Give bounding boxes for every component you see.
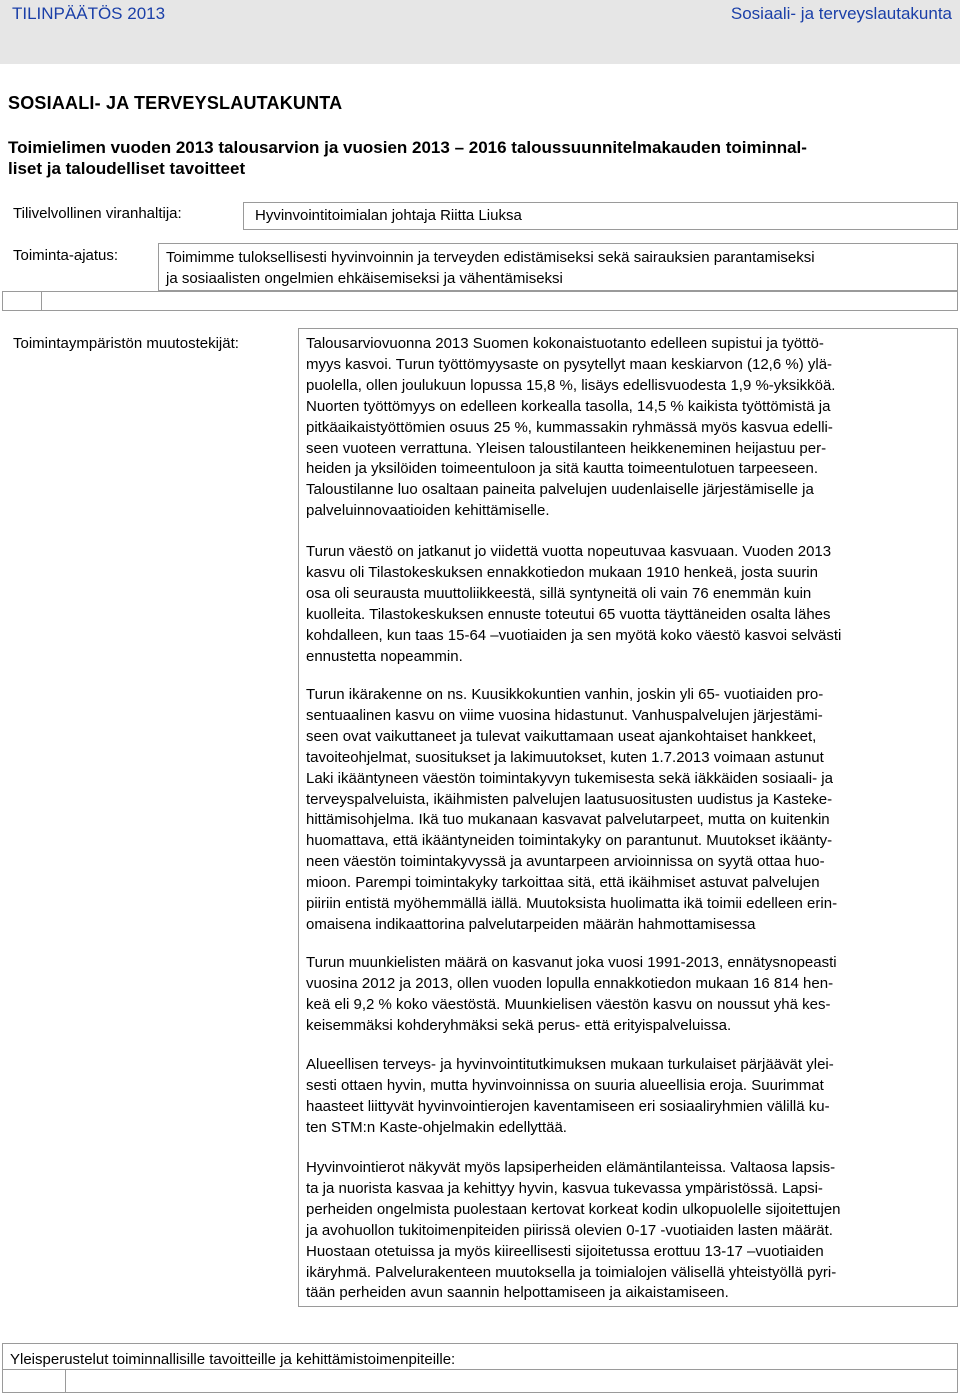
- text-line: osa oli seurausta muuttoliikkeestä, sillä syntyneitä oli vain 76 enemmän kuin: [306, 584, 812, 602]
- text-line: neen väestön toimintakyvyssä ja avuntarpeen arvioinnissa on syytä ottaa huo-: [306, 853, 825, 871]
- environment-label: Toimintaympäristön muutostekijät:: [13, 335, 239, 352]
- committee-name: Sosiaali- ja terveyslautakunta: [730, 4, 952, 23]
- text-line: tavoiteohjelmat, suositukset ja lakimuutokset, kuten 1.7.2013 voimaan astunut: [306, 748, 824, 766]
- footer-empty-cell-2: [65, 1369, 958, 1393]
- subtitle: [8, 137, 943, 179]
- text-line: ja avohuollon tukitoimenpiteiden piirissä olevien 0-17 -vuotiaiden lasten määrät.: [306, 1221, 833, 1239]
- environment-paragraph: [306, 953, 837, 1037]
- text-line: huomattava, että ikääntyneiden toimintakyky on parantunut. Muutokset ikäänty-: [306, 832, 833, 850]
- text-line: vuosina 2012 ja 2013, ollen vuoden lopulla ennakkotiedon mukaan 16 814 hen-: [306, 974, 834, 992]
- text-line: keä eli 9,2 % koko väestöstä. Muunkielisen väestön kasvu on noussut yhä kes-: [306, 995, 831, 1013]
- footer-empty-cell-1: [2, 1369, 66, 1393]
- text-line: puolella, ollen joulukuun lopussa 15,8 %, lisäys edellisvuodesta 1,9 %-yksikköä.: [306, 376, 836, 394]
- text-line: tään perheiden avun saannin helpottamiseen ja aikaistamiseen.: [306, 1284, 729, 1302]
- text-line: perheiden ongelmista puolestaan kertovat korkeat kodin ulkopuolelle sijoitettujen: [306, 1200, 841, 1218]
- text-line: Turun väestö on jatkanut jo viidettä vuotta nopeutuvaa kasvuaan. Vuoden 2013: [306, 543, 832, 560]
- environment-paragraph: [306, 542, 841, 667]
- text-line: Talousarviovuonna 2013 Suomen kokonaistuotanto edelleen supistui ja työttö-: [306, 335, 824, 352]
- text-line: kasvu oli Tilastokeskuksen ennakkotiedon mukaan 1910 henkeä, josta suurin: [306, 563, 818, 581]
- text-line: heiden ja yksilöiden toimeentuloon ja sitä kautta toimeentulotuen tarpeeseen.: [306, 460, 819, 478]
- text-line: Taloustilanne luo osaltaan paineita palvelujen uudenlaiselle järjestämiselle ja: [306, 481, 814, 499]
- empty-cell-2: [41, 291, 958, 311]
- responsible-label: Tilivelvollinen viranhaltija:: [13, 205, 182, 222]
- text-line: Turun ikärakenne on ns. Kuusikkokuntien vanhin, joskin yli 65- vuotiaiden pro-: [306, 686, 824, 703]
- page-header: [0, 0, 960, 64]
- environment-paragraph: [306, 1158, 841, 1304]
- text-line: seen vuoteen verrattuna. Yleisen taloustilanteen heikkeneminen heijastuu per-: [306, 439, 827, 457]
- text-line: myys kasvoi. Turun työttömyysaste on pysytellyt maan keskiarvon (12,6 %) ylä-: [306, 355, 833, 373]
- text-line: ta ja nuorista kasvaa ja kehittyy hyvin, kasvua tukevassa ympäristössä. Lapsi-: [306, 1179, 823, 1197]
- text-line: piiriin entistä myöhemmällä iällä. Muutoksista huolimatta ikä toimii edelleen erin-: [306, 895, 838, 913]
- mission-line-2: ja sosiaalisten ongelmien ehkäisemiseksi ja vähentämiseksi: [166, 270, 563, 287]
- text-line: pitkäaikaistyöttömien osuus 25 %, kummassakin ryhmässä myös kasvua edelli-: [306, 418, 833, 436]
- text-line: Huostaan otetuissa ja myös kiireellisesti sijoitetussa erottuu 13-17 –vuotiaiden: [306, 1242, 824, 1260]
- text-line: ikäryhmä. Palvelurakenteen muutoksella ja toimialojen välisellä yhteistyöllä pyri-: [306, 1263, 837, 1281]
- text-line: Nuorten työttömyys on edelleen korkealla tasolla, 14,5 % kaikista työttömistä ja: [306, 397, 831, 415]
- environment-paragraph: [306, 685, 837, 936]
- mission-label: Toiminta-ajatus:: [13, 247, 119, 264]
- footer-label: Yleisperustelut toiminnallisille tavoitteille ja kehittämistoimenpiteille:: [10, 1351, 456, 1368]
- text-line: omaisena indikaattorina palvelutarpeiden määrän hahmottamisessa: [306, 915, 756, 933]
- section-title: SOSIAALI- JA TERVEYSLAUTAKUNTA: [8, 93, 343, 113]
- environment-paragraph: [306, 1055, 834, 1139]
- text-line: sesti ottaen hyvin, mutta hyvinvoinnissa on suuria alueellisia eroja. Suurimmat: [306, 1076, 824, 1094]
- text-line: haasteet liittyvät hyvinvointierojen kaventamiseen eri sosiaaliryhmien välillä ku-: [306, 1097, 830, 1115]
- text-line: Turun muunkielisten määrä on kasvanut joka vuosi 1991-2013, ennätysnopeasti: [306, 954, 837, 971]
- mission-text: [166, 247, 815, 289]
- responsible-value: Hyvinvointitoimialan johtaja Riitta Liuksa: [255, 207, 522, 224]
- mission-line-1: Toimimme tuloksellisesti hyvinvoinnin ja terveyden edistämiseksi sekä sairauksien parantamiseksi: [166, 249, 815, 266]
- text-line: sentuaalinen kasvu on viime vuosina hidastunut. Vanhuspalvelujen järjestämi-: [306, 706, 823, 724]
- text-line: Laki ikääntyneen väestön toimintakyvyn tukemisesta sekä iäkkäiden sosiaali- ja: [306, 769, 833, 787]
- text-line: Alueellisen terveys- ja hyvinvointitutkimuksen mukaan turkulaiset pärjäävät ylei-: [306, 1056, 834, 1073]
- text-line: seen ovat vaikuttaneet ja tulevat vaikuttamaan useat ajankohtaiset hankkeet,: [306, 727, 817, 745]
- report-title: TILINPÄÄTÖS 2013: [12, 4, 166, 23]
- text-line: ennustetta nopeammin.: [306, 647, 463, 665]
- subtitle-line-2: liset ja taloudelliset tavoitteet: [8, 159, 246, 178]
- text-line: kuolleita. Tilastokeskuksen ennuste toteutui 65 vuotta täyttäneiden osalta lähes: [306, 605, 831, 623]
- empty-cell-1: [2, 291, 42, 311]
- text-line: kohdalleen, kun taas 15-64 –vuotiaiden ja sen myötä koko väestö kasvoi selvästi: [306, 626, 842, 644]
- text-line: hittämisohjelma. Ikä tuo mukanaan kasvavat palvelutarpeet, mutta on kuitenkin: [306, 811, 830, 829]
- text-line: keisemmäksi kohderyhmäksi sekä perus- että erityispalveluissa.: [306, 1016, 732, 1034]
- text-line: mioon. Parempi toimintakyky tarkoittaa sitä, että ikäihmiset astuvat palvelujen: [306, 874, 820, 892]
- environment-paragraph: [306, 334, 835, 522]
- text-line: terveyspalveluista, ikäihmisten palvelujen laatusuositusten uudistus ja Kasteke-: [306, 790, 833, 808]
- text-line: Hyvinvointierot näkyvät myös lapsiperheiden elämäntilanteissa. Valtaosa lapsis-: [306, 1159, 836, 1176]
- text-line: palveluinnovaatioiden kehittämiselle.: [306, 502, 550, 520]
- text-line: ten STM:n Kaste-ohjelmakin edellyttää.: [306, 1118, 567, 1136]
- subtitle-line-1: Toimielimen vuoden 2013 talousarvion ja vuosien 2013 – 2016 taloussuunnitelmakauden toiminnal-: [8, 138, 807, 157]
